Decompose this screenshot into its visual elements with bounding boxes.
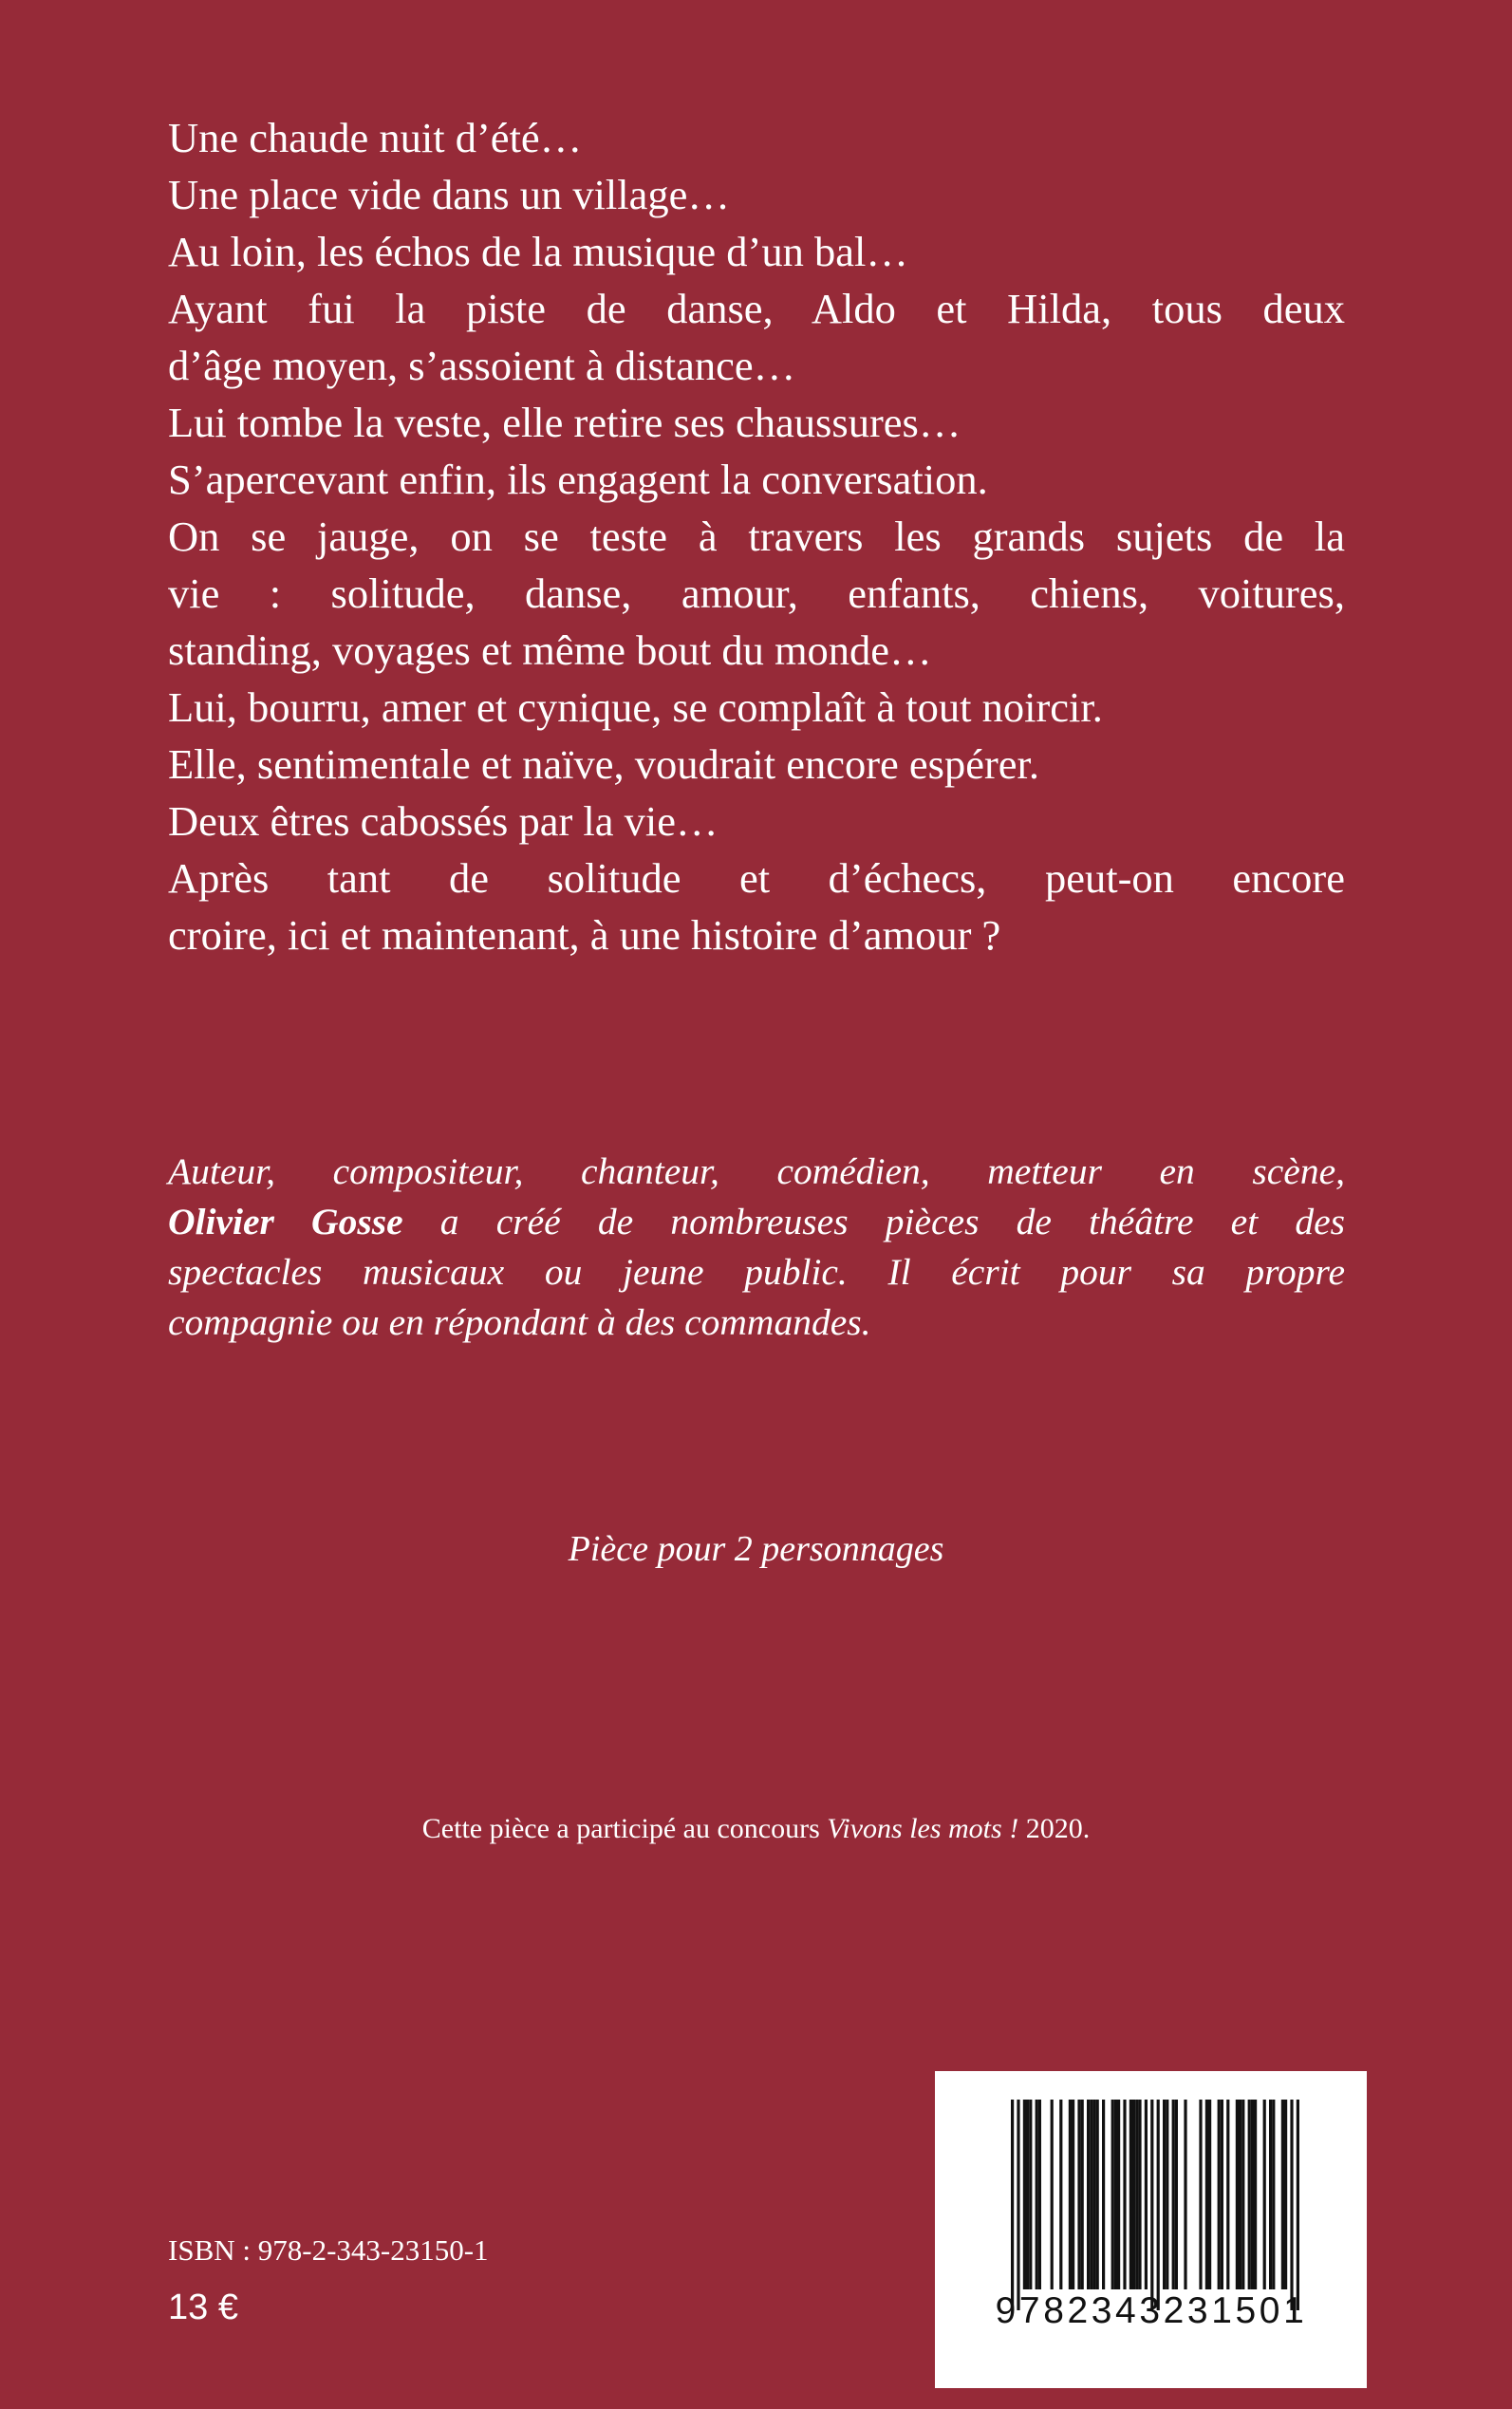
bio-line: compagnie ou en répondant à des commandes. (168, 1301, 871, 1343)
blurb-line: Au loin, les échos de la musique d’un bal… (168, 228, 908, 275)
barcode-bar (1081, 2100, 1084, 2289)
barcode-bar (1254, 2100, 1257, 2289)
barcode-bar (1096, 2100, 1099, 2289)
bio-line-rest: a créé de nombreuses pièces de théâtre et des (402, 1201, 1346, 1242)
barcode-bar (1218, 2100, 1221, 2289)
barcode-bar (1138, 2100, 1141, 2289)
barcode-bar (1026, 2100, 1029, 2289)
blurb-line: Deux êtres cabossés par la vie… (168, 797, 719, 845)
barcode-bar (1263, 2100, 1266, 2289)
barcode-bar (1184, 2100, 1186, 2289)
barcode-bar (1284, 2100, 1287, 2289)
barcode-bar (1051, 2100, 1054, 2289)
blurb-line: Une chaude nuit d’été… (168, 114, 583, 161)
barcode-bar (1163, 2100, 1166, 2289)
barcode-bar (1029, 2100, 1032, 2289)
barcode-bar (1269, 2100, 1272, 2289)
isbn: ISBN : 978-2-343-23150-1 (168, 2233, 489, 2267)
barcode-bar (1236, 2100, 1239, 2289)
contest-note (0, 1813, 1512, 1845)
blurb-line: Lui, bourru, amer et cynique, se complaît à tout noircir. (168, 683, 1103, 731)
barcode-bar (1208, 2100, 1211, 2289)
author-bio (168, 1147, 1345, 1348)
barcode-bar (1023, 2100, 1026, 2289)
barcode-bar (1272, 2100, 1275, 2289)
contest-suffix: 2020. (1018, 1813, 1091, 1844)
barcode-digits: 9782343231501 (995, 2290, 1308, 2331)
blurb-line: Lui tombe la veste, elle retire ses chaussures… (168, 399, 961, 446)
cast-note: Pièce pour 2 personnages (568, 1529, 944, 1569)
blurb-line: vie : solitude, danse, amour, enfants, chiens, voitures, (168, 570, 1345, 617)
back-cover-blurb (168, 109, 1345, 963)
barcode-bar (1199, 2100, 1202, 2289)
barcode-bar (1290, 2100, 1293, 2310)
blurb-line: standing, voyages et même bout du monde… (168, 626, 932, 674)
author-name: Olivier Gosse (168, 1201, 403, 1242)
blurb-line: d’âge moyen, s’assoient à distance… (168, 342, 796, 389)
barcode-bar (1129, 2100, 1132, 2289)
barcode-bar (1166, 2100, 1168, 2289)
blurb-line: S’apercevant enfin, ils engagent la conversation. (168, 456, 988, 503)
barcode-bar (1017, 2100, 1019, 2310)
barcode-bar (1059, 2100, 1062, 2289)
barcode-bar (1281, 2100, 1284, 2289)
barcode-bar (1114, 2100, 1117, 2289)
barcode-bar (1145, 2100, 1148, 2289)
bio-line (168, 1197, 1345, 1247)
barcode-bar (1172, 2100, 1175, 2289)
barcode-bar (1069, 2100, 1072, 2289)
barcode-bar (1150, 2100, 1153, 2310)
blurb-line: Après tant de solitude et d’échecs, peut-on encore (168, 854, 1345, 902)
blurb-line: croire, ici et maintenant, à une histoire d’amour ? (168, 911, 1001, 959)
blurb-line: On se jauge, on se teste à travers les grands sujets de la (168, 513, 1345, 560)
barcode-bar (1251, 2100, 1254, 2289)
blurb-line: Une place vide dans un village… (168, 171, 730, 218)
barcode-bar (1092, 2100, 1095, 2289)
barcode-bar (1175, 2100, 1178, 2289)
barcode-bar (1132, 2100, 1135, 2289)
barcode-bar (1072, 2100, 1074, 2289)
barcode-bar (1090, 2100, 1092, 2289)
barcode-bar (1123, 2100, 1126, 2289)
barcode-bars (935, 2071, 1367, 2388)
bio-line: spectacles musicaux ou jeune public. Il écrit pour sa propre (168, 1251, 1345, 1293)
contest-name: Vivons les mots ! (827, 1813, 1019, 1844)
barcode (935, 2071, 1367, 2388)
barcode-bar (1157, 2100, 1160, 2310)
barcode-bar (1077, 2100, 1080, 2289)
barcode-bar (1239, 2100, 1241, 2289)
barcode-bar (1087, 2100, 1090, 2289)
barcode-bar (1117, 2100, 1120, 2289)
barcode-bar (1111, 2100, 1114, 2289)
barcode-bar (1221, 2100, 1223, 2289)
price: 13 € (168, 2288, 238, 2327)
barcode-bar (1102, 2100, 1105, 2289)
barcode-bar (1248, 2100, 1251, 2289)
contest-prefix: Cette pièce a participé au concours (421, 1813, 828, 1844)
barcode-bar (1205, 2100, 1208, 2289)
blurb-line: Ayant fui la piste de danse, Aldo et Hilda, tous deux (168, 285, 1345, 332)
barcode-bar (1226, 2100, 1229, 2289)
barcode-bar (1135, 2100, 1138, 2289)
barcode-bar (1036, 2100, 1038, 2289)
bio-line: Auteur, compositeur, chanteur, comédien, metteur en scène, (168, 1150, 1345, 1192)
barcode-bar (1038, 2100, 1041, 2289)
barcode-bar (1297, 2100, 1299, 2310)
barcode-bar (1011, 2100, 1014, 2310)
blurb-line: Elle, sentimentale et naïve, voudrait encore espérer. (168, 740, 1040, 788)
barcode-bar (1241, 2100, 1244, 2289)
